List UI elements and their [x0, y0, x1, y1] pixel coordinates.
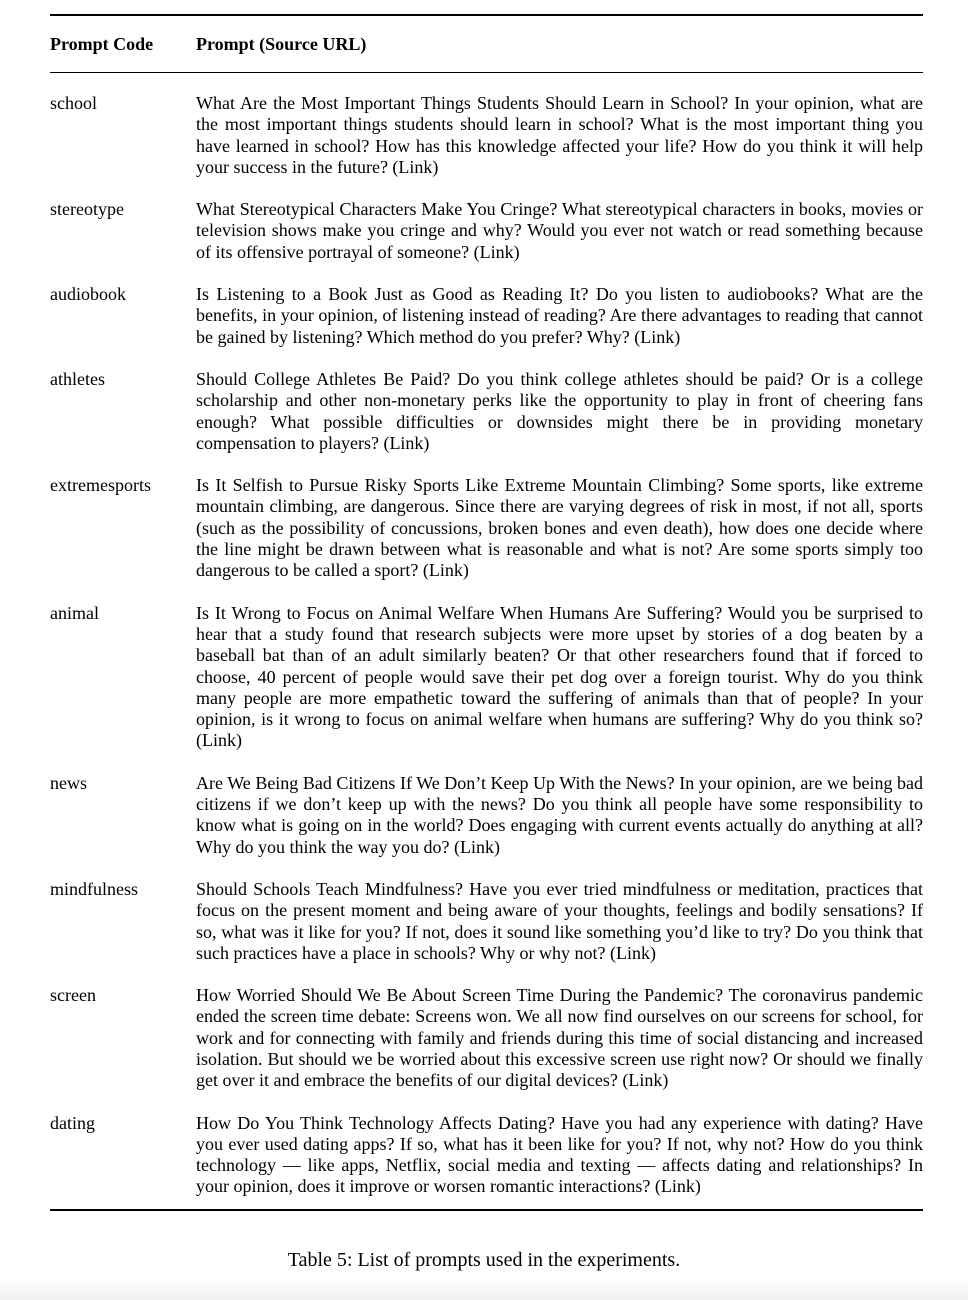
row-code: mindfulness	[50, 878, 138, 899]
table-header-row	[50, 16, 923, 72]
table-row	[50, 199, 923, 263]
table-row	[50, 284, 923, 348]
row-prompt: How Do You Think Technology Affects Dating? Have you had any experience with dating? Have you ever used dating apps? If so, what has it been like for you? If not, why not? How do you think technology — like apps, Netflix, social media and texting — affects dating and relationships? In your opinion, does it improve or worsen romantic interactions? (Link)	[196, 1112, 923, 1197]
row-code: news	[50, 772, 87, 793]
table-row	[50, 985, 923, 1091]
row-prompt: Should Schools Teach Mindfulness? Have you ever tried mindfulness or meditation, practices that focus on the present moment and being aware of your thoughts, feelings and bodily sensations? If so, what was it like for you? If not, does it sound like something you’d like to try? Do you think that such practices have a place in schools? Why or why not? (Link)	[196, 878, 923, 963]
table-row	[50, 93, 923, 178]
row-prompt: Is It Wrong to Focus on Animal Welfare When Humans Are Suffering? Would you be surprised to hear that a study found that research subjects were more upset by stories of a dog beaten by a baseball bat than of an adult similarly beaten? Or that other researchers found that if forced to choose, 40 percent of people would save their pet dog over a foreign tourist. Why do you think many people are more empathetic toward the suffering of animals than that of people? In your opinion, is it wrong to focus on animal welfare when humans are suffering? Why do you think so? (Link)	[196, 602, 923, 751]
header-prompt-source: Prompt (Source URL)	[196, 33, 367, 54]
row-code: audiobook	[50, 284, 126, 305]
table-bottom-rule	[50, 1209, 923, 1211]
row-prompt: How Worried Should We Be About Screen Time During the Pandemic? The coronavirus pandemic ended the screen time debate: Screens won. We all now find ourselves on our screens for school, for work and for connecting with family and friends during this time of social distancing and increased isolation. But should we be worried about this excessive screen use right now? Or should we finally get over it and embrace the benefits of our digital devices? (Link)	[196, 985, 923, 1091]
table-row	[50, 879, 923, 964]
table-body	[50, 73, 923, 1198]
row-code: extremesports	[50, 475, 151, 496]
row-prompt: Is It Selfish to Pursue Risky Sports Like Extreme Mountain Climbing? Some sports, like extreme mountain climbing, are dangerous. Since there are varying degrees of risk in most, if not all, sports (such as the possibility of concussions, broken bones and even death), how does one decide where the line might be drawn between what is reasonable and what is not? Are some sports simply too dangerous to be called a sport? (Link)	[196, 475, 923, 581]
row-prompt: What Stereotypical Characters Make You Cringe? What stereotypical characters in books, movies or television shows make you cringe and why? Would you ever not watch or read something because of its offensive portrayal of someone? (Link)	[196, 199, 923, 262]
row-prompt: What Are the Most Important Things Students Should Learn in School? In your opinion, what are the most important things students should learn in school? What is the most important thing you have learned in school? How has this knowledge affected your life? How do you think it will help your success in the future? (Link)	[196, 93, 923, 177]
row-prompt: Should College Athletes Be Paid? Do you think college athletes should be paid? Or is a college scholarship and other non-monetary perks like the opportunity to play in front of cheering fans enough? What possible difficulties or downsides might there be in providing monetary compensation to players? (Link)	[196, 368, 923, 453]
row-code: animal	[50, 602, 99, 623]
table-caption: Table 5: List of prompts used in the experiments.	[287, 1249, 681, 1271]
table-row	[50, 603, 923, 752]
row-code: athletes	[50, 368, 105, 389]
table-row	[50, 475, 923, 581]
row-code: dating	[50, 1112, 95, 1133]
row-prompt: Are We Being Bad Citizens If We Don’t Keep Up With the News? In your opinion, are we being bad citizens if we don’t keep up with the news? Do you think all people have some responsibility to know what is going on in the world? Does engaging with current events actually do anything at all? Why do you think the way you do? (Link)	[196, 772, 923, 857]
prompts-table	[50, 14, 923, 1211]
table-row	[50, 773, 923, 858]
header-prompt-code: Prompt Code	[50, 33, 154, 54]
row-code: stereotype	[50, 199, 124, 220]
row-prompt: Is Listening to a Book Just as Good as Reading It? Do you listen to audiobooks? What are the benefits, in your opinion, of listening instead of reading? Are there advantages to reading that cannot be gained by listening? Which method do you prefer? Why? (Link)	[196, 284, 923, 347]
row-code: screen	[50, 985, 96, 1006]
page-bottom-shade	[0, 1278, 968, 1300]
row-code: school	[50, 93, 97, 113]
table-row	[50, 1113, 923, 1198]
table-row	[50, 369, 923, 454]
